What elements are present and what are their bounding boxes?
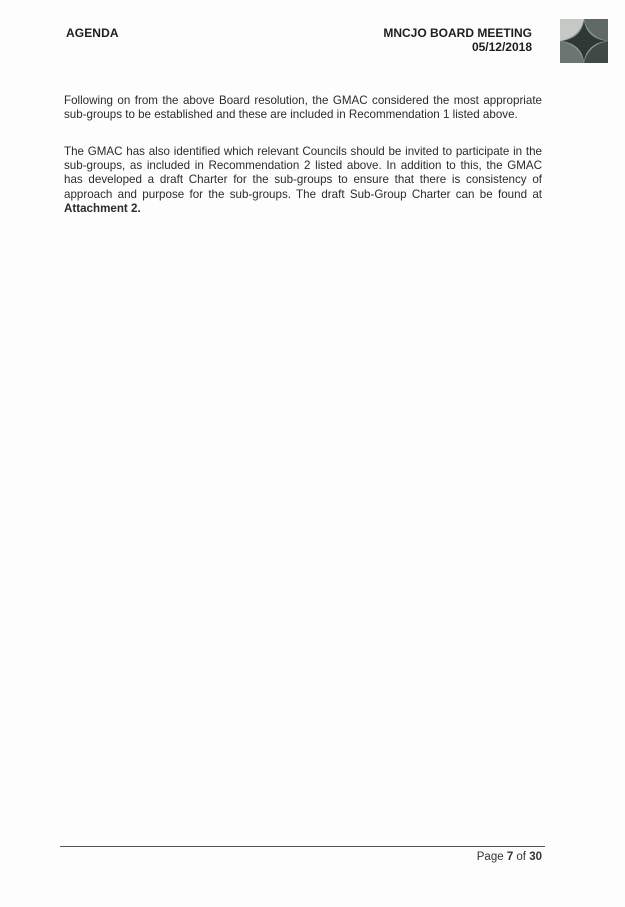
- page-total: 30: [529, 851, 542, 863]
- attachment-reference: Attachment 2.: [64, 201, 141, 215]
- header-meeting-date: 05/12/2018: [471, 40, 532, 54]
- paragraph-sub-groups: Following on from the above Board resolution, the GMAC considered the most appropriate sub-groups to be established and these are included in Recommendation 1 listed above.: [64, 94, 542, 122]
- header-agenda-label: AGENDA: [66, 26, 119, 40]
- footer-divider: [60, 846, 545, 847]
- mncjo-logo-icon: [560, 19, 608, 63]
- page-current: 7: [506, 851, 514, 863]
- paragraph-text: The GMAC has also identified which relevant Councils should be invited to participate in the sub-groups, as included in Recommendation 2 listed above. In addition to this, the GMAC has developed a draft Charter for the sub-groups to ensure that there is consistency of approach and purpose for the sub-groups. The draft Sub-Group Charter can be found at: [64, 145, 542, 201]
- logo-svg: [560, 19, 608, 63]
- header-meeting-title: MNCJO BOARD MEETING: [383, 26, 532, 40]
- page-of: of: [513, 851, 530, 863]
- page-word: Page: [476, 851, 507, 863]
- header-meeting-info: [383, 26, 532, 54]
- page-number: [477, 851, 542, 863]
- paragraph-councils-charter: [64, 145, 542, 216]
